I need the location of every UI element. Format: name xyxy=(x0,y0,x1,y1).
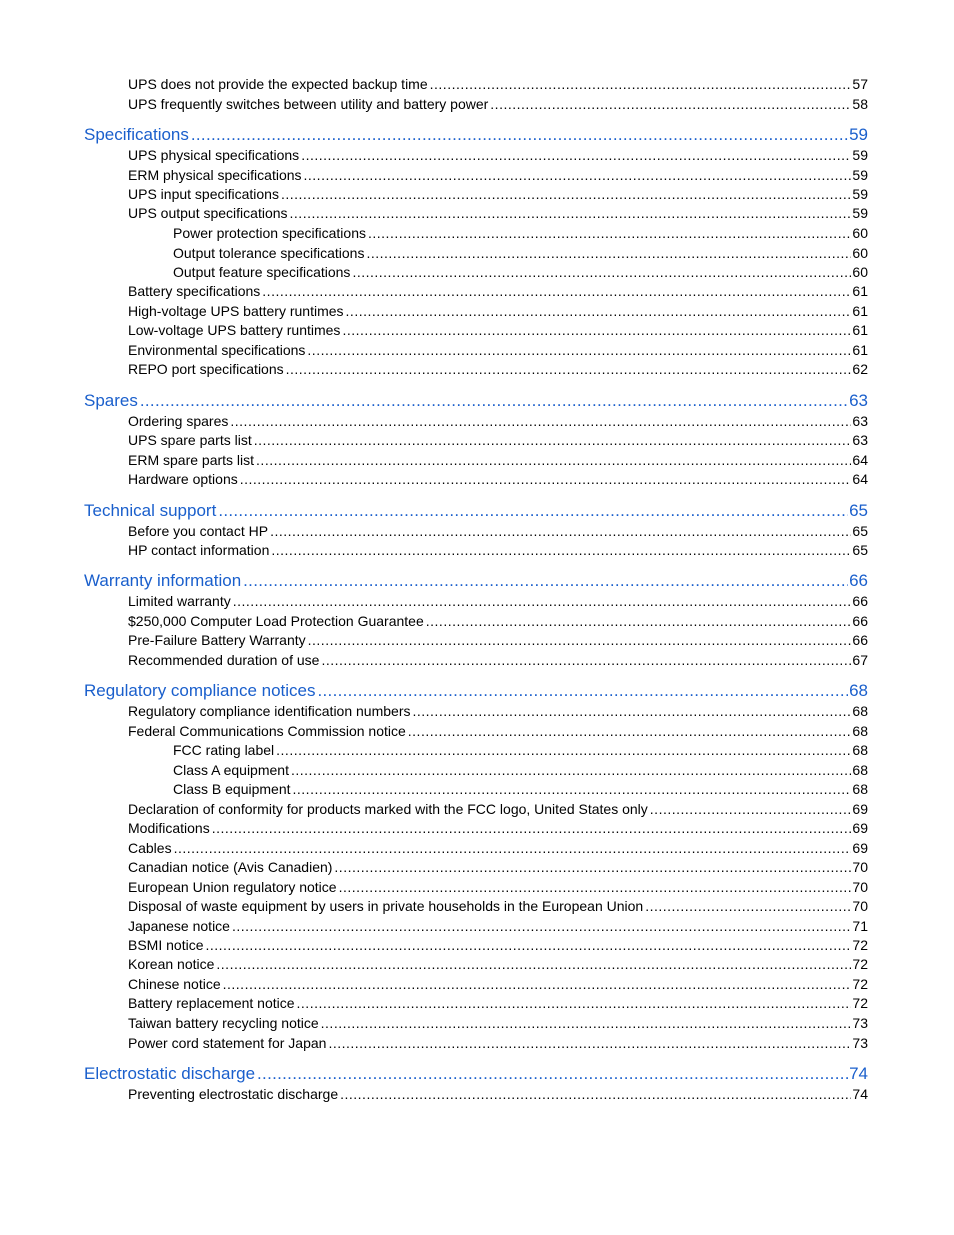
dot-leader xyxy=(254,431,852,450)
dot-leader xyxy=(270,522,851,541)
toc-page-number: 59 xyxy=(852,186,868,202)
toc-page-number: 66 xyxy=(852,613,868,629)
toc-page-number: 66 xyxy=(849,571,868,590)
toc-entry-title: Low-voltage UPS battery runtimes xyxy=(128,322,341,338)
dot-leader xyxy=(334,858,851,877)
dot-leader xyxy=(342,321,851,340)
toc-entry[interactable] xyxy=(128,470,868,489)
toc-page-number: 72 xyxy=(852,937,868,953)
toc-page-number: 60 xyxy=(852,245,868,261)
toc-entry-title: Ordering spares xyxy=(128,413,229,429)
toc-entry-title: Battery replacement notice xyxy=(128,995,295,1011)
toc-page-number: 68 xyxy=(852,742,868,758)
toc-page-number: 61 xyxy=(852,322,868,338)
toc-page-number: 65 xyxy=(849,501,868,520)
dot-leader xyxy=(408,722,852,741)
toc-page-number: 65 xyxy=(852,542,868,558)
dot-leader xyxy=(490,95,851,114)
toc-page-number: 68 xyxy=(852,723,868,739)
toc-entry-title: UPS input specifications xyxy=(128,186,279,202)
toc-entry-title: REPO port specifications xyxy=(128,361,284,377)
toc-entry-title: Declaration of conformity for products marked with the FCC logo, United States only xyxy=(128,801,648,817)
toc-entry[interactable] xyxy=(128,321,868,340)
toc-entry[interactable] xyxy=(128,819,868,838)
toc-entry-title: Disposal of waste equipment by users in private households in the European Union xyxy=(128,898,644,914)
toc-entry[interactable] xyxy=(173,244,868,263)
toc-entry-title: Battery specifications xyxy=(128,283,261,299)
toc-entry-title: Output feature specifications xyxy=(173,264,351,280)
toc-page-number: 73 xyxy=(852,1015,868,1031)
dot-leader xyxy=(307,341,851,360)
dot-leader xyxy=(321,651,851,670)
toc-page-number: 59 xyxy=(852,205,868,221)
toc-entry-title: Spares xyxy=(84,391,138,410)
toc-page-number: 61 xyxy=(852,283,868,299)
dot-leader xyxy=(281,185,851,204)
toc-entry[interactable] xyxy=(128,1034,868,1053)
toc-entry-title: $250,000 Computer Load Protection Guarantee xyxy=(128,613,424,629)
toc-page-number: 72 xyxy=(852,995,868,1011)
toc-page-number: 57 xyxy=(852,76,868,92)
toc-page-number: 70 xyxy=(852,859,868,875)
dot-leader xyxy=(340,1085,851,1104)
dot-leader xyxy=(328,1034,851,1053)
toc-entry[interactable] xyxy=(128,166,868,185)
toc-page-number: 68 xyxy=(852,762,868,778)
toc-page-number: 63 xyxy=(849,391,868,410)
toc-entry[interactable] xyxy=(128,185,868,204)
dot-leader xyxy=(230,412,851,431)
toc-entry-title: Class A equipment xyxy=(173,762,289,778)
toc-page-number: 66 xyxy=(852,593,868,609)
toc-entry-title: Recommended duration of use xyxy=(128,652,320,668)
toc-entry-title: ERM physical specifications xyxy=(128,167,302,183)
dot-leader xyxy=(140,390,848,412)
dot-leader xyxy=(339,878,852,897)
toc-entry-title: Power protection specifications xyxy=(173,225,366,241)
toc-entry-title: Korean notice xyxy=(128,956,215,972)
toc-page-number: 74 xyxy=(849,1064,868,1083)
dot-leader xyxy=(426,612,852,631)
dot-leader xyxy=(346,302,852,321)
dot-leader xyxy=(233,592,852,611)
toc-chapter-entry[interactable] xyxy=(84,570,868,592)
toc-entry[interactable] xyxy=(128,878,868,897)
toc-entry-title: UPS physical specifications xyxy=(128,147,300,163)
toc-page-number: 58 xyxy=(852,96,868,112)
toc-page-number: 72 xyxy=(852,956,868,972)
toc-entry[interactable] xyxy=(128,412,868,431)
dot-leader xyxy=(290,204,852,223)
toc-page-number: 71 xyxy=(852,918,868,934)
toc-page-number: 74 xyxy=(852,1086,868,1102)
toc-entry[interactable] xyxy=(128,204,868,223)
toc-page-number: 68 xyxy=(849,681,868,700)
toc-entry-title: FCC rating label xyxy=(173,742,275,758)
toc-page-number: 67 xyxy=(852,652,868,668)
toc-entry[interactable] xyxy=(128,592,868,611)
toc-chapter-entry[interactable] xyxy=(84,390,868,412)
toc-page-number: 69 xyxy=(852,840,868,856)
toc-chapter-entry[interactable] xyxy=(84,1063,868,1085)
toc-entry[interactable] xyxy=(128,936,868,955)
toc-entry-title: Regulatory compliance notices xyxy=(84,681,316,700)
toc-entry-title: Federal Communications Commission notice xyxy=(128,723,406,739)
toc-entry-title: Technical support xyxy=(84,501,217,520)
toc-chapter-entry[interactable] xyxy=(84,680,868,702)
toc-page-number: 72 xyxy=(852,976,868,992)
toc-entry[interactable] xyxy=(128,341,868,360)
toc-entry-title: High-voltage UPS battery runtimes xyxy=(128,303,344,319)
toc-entry-title: Specifications xyxy=(84,125,189,144)
toc-entry[interactable] xyxy=(128,897,868,916)
toc-page-number: 66 xyxy=(852,632,868,648)
toc-entry[interactable] xyxy=(128,955,868,974)
toc-entry[interactable] xyxy=(128,360,868,379)
toc-entry-title: UPS frequently switches between utility and battery power xyxy=(128,96,489,112)
toc-page-number: 68 xyxy=(852,781,868,797)
toc-entry[interactable] xyxy=(173,224,868,243)
toc-entry[interactable] xyxy=(128,431,868,450)
toc-entry-title: Class B equipment xyxy=(173,781,291,797)
toc-entry-title: UPS spare parts list xyxy=(128,432,252,448)
dot-leader xyxy=(205,936,851,955)
toc-entry[interactable] xyxy=(128,994,868,1013)
toc-page-number: 65 xyxy=(852,523,868,539)
dot-leader xyxy=(223,975,852,994)
toc-entry[interactable] xyxy=(128,917,868,936)
dot-leader xyxy=(271,541,851,560)
toc-entry[interactable] xyxy=(128,839,868,858)
toc-page-number: 61 xyxy=(852,303,868,319)
toc-entry-title: Power cord statement for Japan xyxy=(128,1035,327,1051)
toc-entry[interactable] xyxy=(128,651,868,670)
toc-entry[interactable] xyxy=(173,780,868,799)
toc-entry-title: Taiwan battery recycling notice xyxy=(128,1015,319,1031)
dot-leader xyxy=(645,897,851,916)
toc-page-number: 62 xyxy=(852,361,868,377)
toc-page-number: 59 xyxy=(852,147,868,163)
toc-entry-title: UPS output specifications xyxy=(128,205,288,221)
toc-page-number: 64 xyxy=(852,471,868,487)
toc-entry[interactable] xyxy=(128,75,868,94)
dot-leader xyxy=(430,75,852,94)
dot-leader xyxy=(321,1014,852,1033)
toc-chapter-entry[interactable] xyxy=(84,124,868,146)
toc-entry[interactable] xyxy=(173,741,868,760)
dot-leader xyxy=(218,500,848,522)
dot-leader xyxy=(257,1063,848,1085)
toc-entry-title: BSMI notice xyxy=(128,937,204,953)
toc-page-number: 63 xyxy=(852,432,868,448)
toc-entry[interactable] xyxy=(128,95,868,114)
toc-entry[interactable] xyxy=(128,451,868,470)
dot-leader xyxy=(368,224,851,243)
toc-entry[interactable] xyxy=(128,858,868,877)
toc-page-number: 69 xyxy=(852,801,868,817)
dot-leader xyxy=(318,680,849,702)
dot-leader xyxy=(212,819,852,838)
dot-leader xyxy=(276,741,851,760)
toc-page-number: 68 xyxy=(852,703,868,719)
toc-page-number: 59 xyxy=(852,167,868,183)
toc-entry-title: Limited warranty xyxy=(128,593,231,609)
toc-page-number: 70 xyxy=(852,898,868,914)
toc-page-number: 69 xyxy=(852,820,868,836)
toc-entry-title: Before you contact HP xyxy=(128,523,269,539)
toc-entry-title: Pre-Failure Battery Warranty xyxy=(128,632,306,648)
dot-leader xyxy=(293,780,852,799)
toc-entry[interactable] xyxy=(128,1014,868,1033)
toc-entry[interactable] xyxy=(128,975,868,994)
dot-leader xyxy=(256,451,851,470)
toc-entry-title: Electrostatic discharge xyxy=(84,1064,256,1083)
toc-entry[interactable] xyxy=(128,541,868,560)
toc-entry-title: Output tolerance specifications xyxy=(173,245,365,261)
toc-entry[interactable] xyxy=(128,146,868,165)
toc-entry-title: Hardware options xyxy=(128,471,238,487)
toc-entry-title: Japanese notice xyxy=(128,918,230,934)
toc-page-number: 59 xyxy=(849,125,868,144)
toc-entry-title: ERM spare parts list xyxy=(128,452,255,468)
toc-entry-title: Regulatory compliance identification numbers xyxy=(128,703,411,719)
toc-entry-title: Canadian notice (Avis Canadien) xyxy=(128,859,333,875)
toc-entry-title: Preventing electrostatic discharge xyxy=(128,1086,339,1102)
dot-leader xyxy=(262,282,851,301)
dot-leader xyxy=(308,631,852,650)
toc-entry-title: UPS does not provide the expected backup time xyxy=(128,76,428,92)
dot-leader xyxy=(232,917,851,936)
dot-leader xyxy=(174,839,852,858)
toc-page-number: 61 xyxy=(852,342,868,358)
toc-page-number: 63 xyxy=(852,413,868,429)
toc-entry-title: Warranty information xyxy=(84,571,242,590)
toc-entry[interactable] xyxy=(128,800,868,819)
dot-leader xyxy=(291,761,851,780)
toc-entry[interactable] xyxy=(128,631,868,650)
toc-entry[interactable] xyxy=(173,761,868,780)
toc-page-number: 73 xyxy=(852,1035,868,1051)
dot-leader xyxy=(366,244,851,263)
toc-entry[interactable] xyxy=(173,263,868,282)
dot-leader xyxy=(304,166,852,185)
toc-page-number: 60 xyxy=(852,225,868,241)
dot-leader xyxy=(297,994,852,1013)
dot-leader xyxy=(286,360,852,379)
toc-entry-title: HP contact information xyxy=(128,542,270,558)
dot-leader xyxy=(240,470,852,489)
dot-leader xyxy=(216,955,851,974)
toc-entry[interactable] xyxy=(128,522,868,541)
toc-page-number: 70 xyxy=(852,879,868,895)
toc-entry[interactable] xyxy=(128,282,868,301)
toc-entry-title: Cables xyxy=(128,840,172,856)
toc-entry[interactable] xyxy=(128,302,868,321)
dot-leader xyxy=(301,146,851,165)
toc-entry-title: Modifications xyxy=(128,820,210,836)
toc-chapter-entry[interactable] xyxy=(84,500,868,522)
toc-page-number: 64 xyxy=(852,452,868,468)
toc-entry-title: Chinese notice xyxy=(128,976,221,992)
toc-entry[interactable] xyxy=(128,702,868,721)
dot-leader xyxy=(191,124,848,146)
toc-page-number: 60 xyxy=(852,264,868,280)
toc-entry[interactable] xyxy=(128,1085,868,1104)
toc-entry-title: European Union regulatory notice xyxy=(128,879,337,895)
toc-entry[interactable] xyxy=(128,612,868,631)
dot-leader xyxy=(650,800,852,819)
dot-leader xyxy=(243,570,848,592)
dot-leader xyxy=(352,263,851,282)
toc-entry[interactable] xyxy=(128,722,868,741)
toc-entry-title: Environmental specifications xyxy=(128,342,306,358)
dot-leader xyxy=(412,702,851,721)
